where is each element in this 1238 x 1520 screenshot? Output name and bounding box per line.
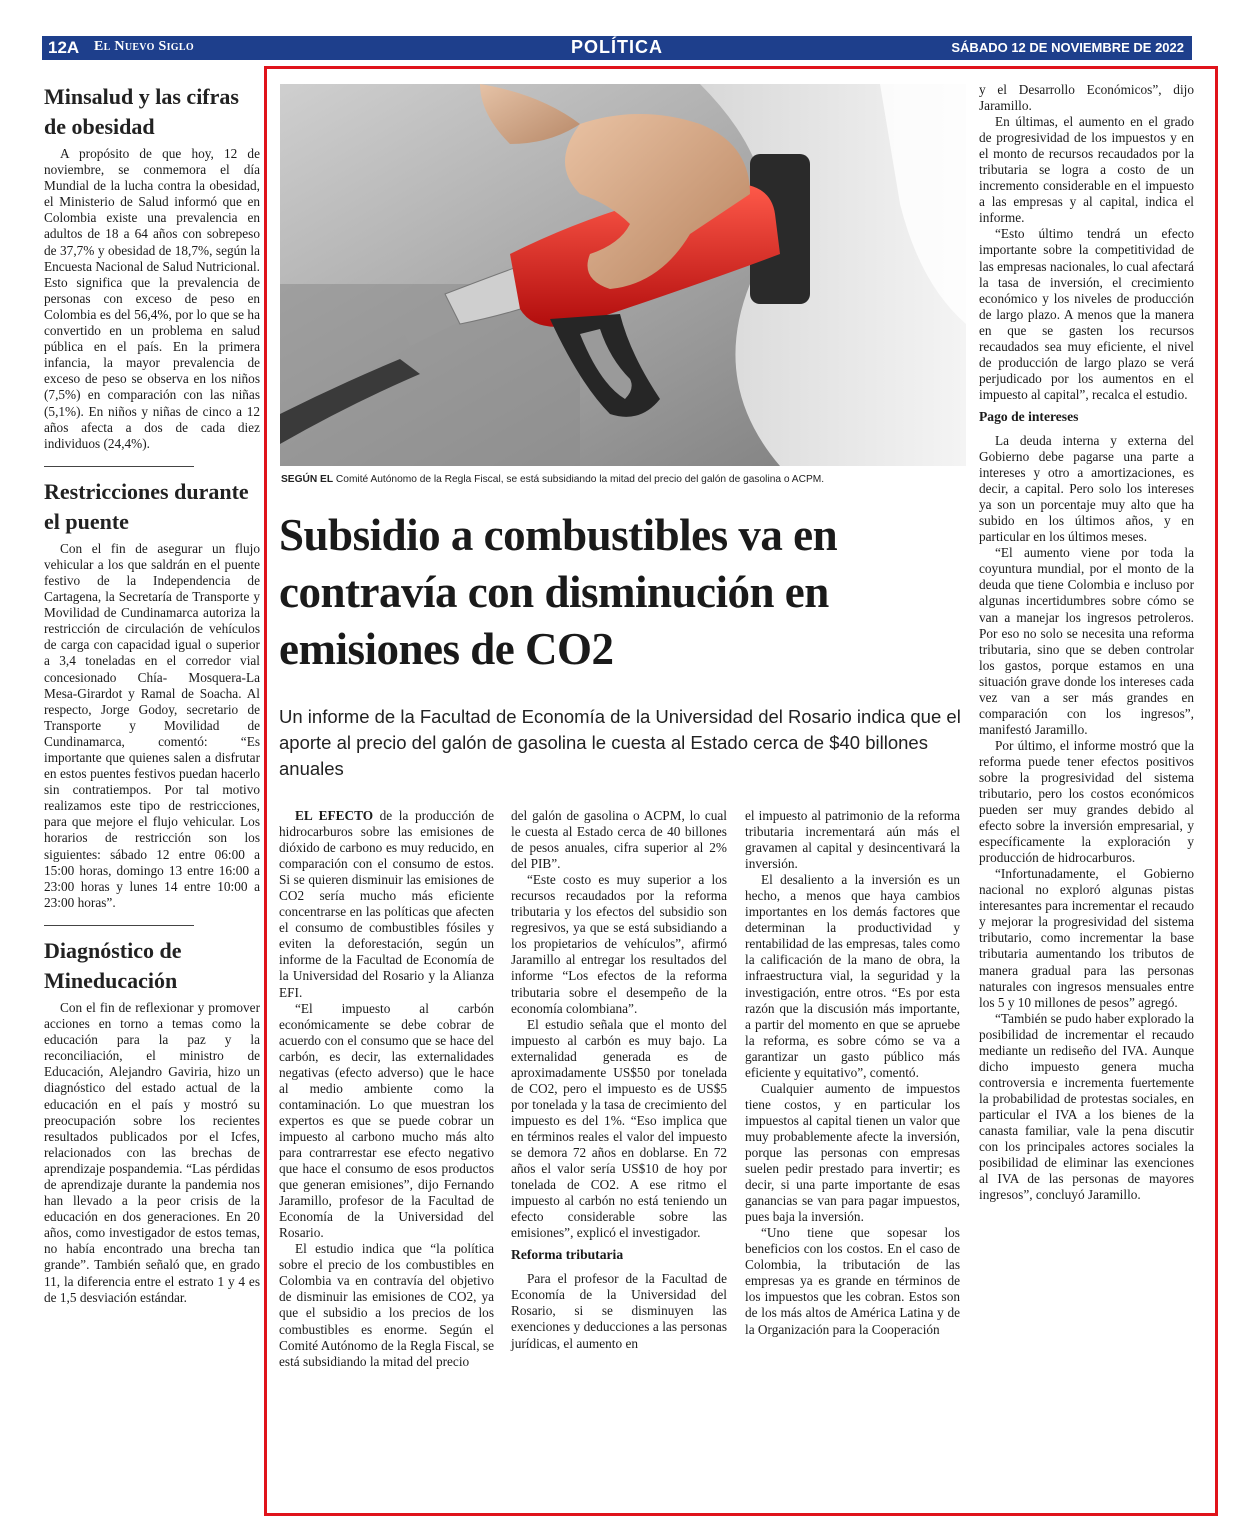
brief-text: A propósito de que hoy, 12 de noviembre, se conmemora el día Mundial de la lucha contra la obesidad, el Ministerio de Salud informó que en Colombia existe una prevalencia en adultos de 18 a 64 años con sobrepeso de 37,7% y obesidad de 18,7%, según la Encuesta Nacional de Salud Nutricional. Esto significa que la prevalencia de personas con exceso de peso en Colombia es del 56,4%, por lo que se ha convertido en un problema en salud pública en el país. En la primera infancia, la mayor prevalencia de exceso de peso se observa en los niños (7,5%) en comparación con las niñas (5,1%). En niños y niñas de cinco a 12 años afecta a dos de cada diez individuos (24,4%).	[44, 146, 261, 451]
brief-title: Diagnóstico de Mineducación	[44, 937, 182, 993]
article-paragraph: “El impuesto al carbón económicamente se debe cobrar de acuerdo con el consumo que se hace del carbón, es decir, las externalidades negativas (efecto adverso) que le hace al medio ambiente como la contaminación. Lo que muestran los expertos es que se puede cobrar un impuesto al carbono mucho más alto para contrarrestar ese efecto negativo que hace el consumo de esos productos que generan emisiones”, dijo Fernando Jaramillo, profesor de la Facultad de Economía de la Universidad del Rosario.	[279, 1000, 494, 1241]
page-number: 12A	[48, 38, 80, 57]
brief-divider	[44, 466, 194, 467]
article-paragraph: La deuda interna y externa del Gobierno debe pagarse una parte a intereses y otro a amortizaciones, es decir, a capital. Pero solo los intereses ya son un porcentaje muy alto que ha subido en los últimos años, y en particular en los últimos meses.	[979, 432, 1194, 545]
caption-text: Comité Autónomo de la Regla Fiscal, se está subsidiando la mitad del precio del galón de gasolina o ACPM.	[335, 474, 825, 485]
caption-lead: SEGÚN EL	[281, 474, 334, 485]
sidebar-briefs	[44, 82, 260, 1320]
article-column-1	[279, 808, 494, 1370]
article-paragraph: Para el profesor de la Facultad de Economía de la Universidad del Rosario, si se disminuyen las exenciones y deducciones a las personas jurídicas, el aumento en	[511, 1271, 727, 1351]
brief-restricciones	[44, 477, 260, 911]
issue-date: SÁBADO 12 DE NOVIEMBRE DE 2022	[951, 40, 1184, 55]
page-header-bar	[42, 36, 1192, 60]
article-paragraph: En últimas, el aumento en el grado de progresividad de los impuestos y en el monto de recursos recaudados por la tributaria se logra a costo de un incremento considerable en el impuesto a las empresas y al capital, indica el informe.	[979, 114, 1194, 226]
article-paragraph: Cualquier aumento de impuestos tiene costos, y en particular los impuestos al capital tienen un valor que muy probablemente afecte la inversión, porque las personas con empresas suelen pedir prestado para invertir; es decir, si una parte importante de esas ganancias se van para pagar impuestos, pues baja la inversión.	[745, 1080, 960, 1225]
fuel-nozzle-illustration	[280, 84, 966, 466]
article-paragraph: El estudio señala que el monto del impuesto al carbón es muy bajo. La externalidad generada es de aproximadamente US$50 por tonelada de CO2, pero el impuesto es de US$5 por tonelada y la tasa de crecimiento del impuesto es del 1%. “Eso implica que en términos reales el valor del impuesto se demora 72 años en doblarse. En 72 años el valor sería US$10 de hoy por tonelada de CO2. A ese ritmo el impuesto al carbón no está teniendo un efecto considerable sobre las emisiones”, explicó el investigador.	[511, 1016, 727, 1241]
brief-mineducacion	[44, 936, 260, 1306]
article-paragraph	[279, 808, 494, 1001]
article-paragraph: “El aumento viene por toda la coyuntura mundial, por el monto de la deuda que tiene Colombia e incluso por algunas incertidumbres sobre cómo se van a manejar los ingresos petroleros. Por eso no solo se necesita una reforma tributaria, sino que se deben controlar los gastos, porque estamos en una situación grave donde los intereses cada vez van a ser más grandes en comparación con los ingresos”, manifestó Jaramillo.	[979, 545, 1194, 737]
article-column-2	[511, 808, 727, 1352]
brief-divider	[44, 925, 194, 926]
brief-text: Con el fin de asegurar un flujo vehicular a los que saldrán en el puente festivo de la Independencia de Cartagena, la Secretaría de Transporte y Movilidad de Cundinamarca autoriza la restricción de circulación de vehículos de carga con capacidad igual o superior a 3,4 toneladas en el corredor vial concesionado Chía- Mosquera-La Mesa-Girardot y Ramal de Soacha. Al respecto, Jorge Godoy, secretario de Transporte y Movilidad de Cundinamarca, comentó: “Es importante que quienes salen a disfrutar en estos puentes festivos puedan hacerlo sin contratiempos. Por tal motivo realizamos este tipo de restricciones, para que mejore el flujo vehicular. Los horarios de restricción son los siguientes: sábado 12 entre 06:00 a 15:00 horas, domingo 13 entre 16:00 a 23:00 horas y lunes 14 entre 10:00 a 23:00 horas”.	[44, 540, 260, 910]
brief-obesidad	[44, 82, 260, 452]
fuel-nozzle-photo	[280, 84, 966, 466]
subhead-reforma: Reforma tributaria	[511, 1247, 624, 1263]
brief-title: Minsalud y las cifras de obesidad	[44, 84, 239, 139]
article-text: de la producción de hidrocarburos sobre las emisiones de dióxido de carbono es muy reducido, en comparación con el consumo de estos. Si se quieren disminuir las emisiones de CO2 sería mucho más eficiente concentrarse en las políticas que afecten el consumo de combustibles fósiles y eviten la deforestación, según un informe de la Facultad de Economía de la Universidad del Rosario y la Alianza EFI.	[279, 808, 494, 1000]
article-headline: Subsidio a combustibles va en contravía con disminución en emisiones de CO2	[279, 510, 838, 674]
article-paragraph: y el Desarrollo Económicos”, dijo Jaramillo.	[979, 82, 1194, 114]
article-paragraph: “Infortunadamente, el Gobierno nacional no exploró algunas pistas interesantes para incrementar el recaudo y mejorar la progresividad del sistema tributario, como incrementar la base tributaria aumentando los tributos de manera gradual para las personas naturales con ingresos mensuales entre los 5 y 10 millones de pesos” agregó.	[979, 866, 1194, 1010]
brief-title: Restricciones durante el puente	[44, 478, 249, 534]
photo-caption	[281, 474, 971, 485]
article-paragraph: Por último, el informe mostró que la reforma puede tener efectos positivos sobre la progresividad del sistema tributario, pero los costos económicos pueden ser muy grandes debido al efecto sobre la inversión empresarial, y específicamente la exploración y producción de hidrocarburos.	[979, 737, 1194, 866]
article-column-4	[979, 82, 1194, 1203]
article-paragraph: “Uno tiene que sopesar los beneficios con los costos. En el caso de Colombia, la tributación de las empresas ya es grande en términos de los impuestos que les cobran. Estos son de los más altos de América Latina y de la Organización para la Cooperación	[745, 1225, 960, 1337]
brief-text: Con el fin de reflexionar y promover acciones en torno a temas como la educación para la paz y la reconciliación, el ministro de Educación, Alejandro Gaviria, hizo un diagnóstico del estado actual de la educación en el país y mostró su preocupación sobre los recientes resultados publicados por el Icfes, relacionados con las brechas de aprendizaje pospandemia. “Las pérdidas de aprendizaje durante la pandemia nos han llevado a la peor crisis de la educación en dos generaciones. En 20 años, como investigador de estos temas, no había encontrado una brecha tan grande”. También señaló que, en grado 11, la diferencia entre el estrato 1 y 4 es de 1,5 desviación estándar.	[44, 999, 260, 1305]
article-paragraph: “Este costo es muy superior a los recursos recaudados por la reforma tributaria y los efectos del subsidio son regresivos, ya que se está subsidiando a los propietarios de vehículos”, afirmó Jaramillo al entregar los resultados del informe “Los efectos de la reforma tributaria sobre el desempeño de la economía colombiana”.	[511, 872, 727, 1016]
newspaper-name: El Nuevo Siglo	[94, 39, 194, 54]
article-paragraph: el impuesto al patrimonio de la reforma tributaria incrementará aún más el gravamen al capital y desincentivará la inversión.	[745, 808, 960, 872]
article-paragraph: “Esto último tendrá un efecto importante sobre la competitividad de las empresas nacionales, lo cual afectará la tasa de inversión, el crecimiento económico y los niveles de producción de largo plazo. A menos que la manera en que se gasten los recursos recaudados sea muy eficiente, el nivel de producción de largo plazo se verá perjudicado por los aumentos en el impuesto al capital”, recalca el estudio.	[979, 226, 1194, 402]
section-title: POLÍTICA	[571, 37, 663, 57]
article-deck: Un informe de la Facultad de Economía de la Universidad del Rosario indica que el aporte al precio del galón de gasolina le cuesta al Estado cerca de $40 billones anuales	[279, 706, 961, 779]
article-paragraph: “También se pudo haber explorado la posibilidad de incrementar el recaudo mediante un rediseño del IVA. Aunque dicho impuesto genera mucha controversia e incrementa fuertemente la probabilidad de protestas sociales, en particular el IVA a los bienes de la canasta familiar, vale la pena discutir con los principales actores sociales la posibilidad de eliminar las exenciones al IVA de las personas de mayores ingresos”, concluyó Jaramillo.	[979, 1010, 1194, 1203]
article-paragraph: El desaliento a la inversión es un hecho, a menos que haya cambios importantes en los demás factores que determinan la productividad y rentabilidad de las empresas, tales como la calificación de la mano de obra, la infraestructura vial, la seguridad y la investigación, entre otros. “Es por esta razón que la discusión más importante, a partir del momento en que se apruebe la reforma, es sobre cómo se va a garantizar un gasto público más eficiente y equitativo”, comentó.	[745, 872, 960, 1080]
article-paragraph: del galón de gasolina o ACPM, lo cual le cuesta al Estado cerca de 40 billones de pesos anuales, cifra superior al 2% del PIB”.	[511, 808, 727, 872]
article-paragraph: El estudio indica que “la política sobre el precio de los combustibles en Colombia va en contravía del objetivo de disminuir las emisiones de CO2, ya que el subsidio a los precios de los combustibles es enorme. Según el Comité Autónomo de la Regla Fiscal, se está subsidiando la mitad del precio	[279, 1241, 494, 1369]
article-lead: EL EFECTO	[295, 808, 374, 823]
article-column-3	[745, 808, 960, 1338]
subhead-intereses: Pago de intereses	[979, 408, 1079, 424]
